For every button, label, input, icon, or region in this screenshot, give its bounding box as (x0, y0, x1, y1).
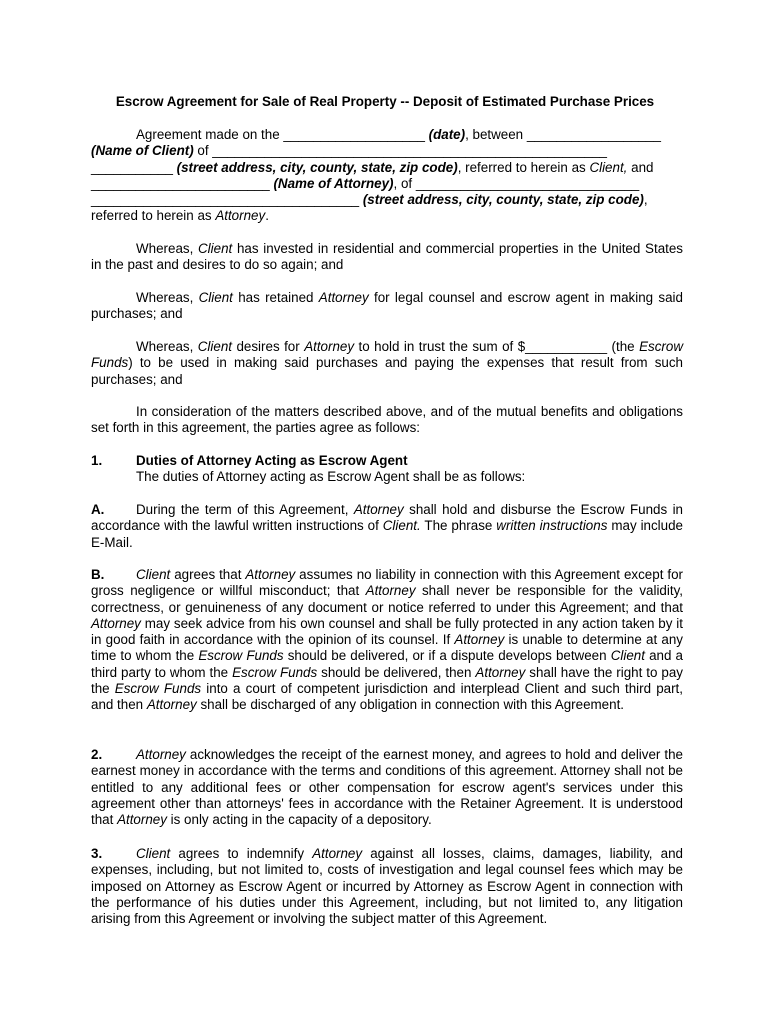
whereas-paragraph-1: Whereas, Client has invested in residential and commercial properties in the United States in the past and desires to do so again; and (91, 241, 683, 273)
paragraph-a: A. During the term of this Agreement, Attorney shall hold and disburse the Escrow Funds in accordance with the lawful written instructions of Client. The phrase written instructions may include E-Mail. (91, 502, 683, 550)
section-1-subheading: The duties of Attorney acting as Escrow Agent shall be as follows: (136, 469, 526, 485)
intro-paragraph: Agreement made on the ___________________ (date), between __________________ (Name of Client) of _____________________________________________________ ___________ (street address, city, county, state, zip code), referred to herein as Client, and ________________________ (Name of Attorney), of ______________________________ ____________________________________ (street address, city, county, state, zip code), referred to herein as Attorney. (91, 127, 661, 224)
date-placeholder: (date) (428, 127, 466, 142)
section-1-number: 1. (91, 453, 103, 468)
section-1-heading: Duties of Attorney Acting as Escrow Agent (136, 453, 408, 468)
attorney-address-placeholder: (street address, city, county, state, zip code) (362, 192, 644, 208)
paragraph-b: B. Client agrees that Attorney assumes no liability in connection with this Agreement except for gross negligence or willful misconduct; that Attorney shall never be responsible for the validity, correctness, or genuineness of any document or notice referred to under this Agreement; and that Attorney may seek advice from his own counsel and shall be fully protected in any action taken by it in good faith in accordance with the opinion of its counsel. If Attorney is unable to determine at any time to whom the Escrow Funds should be delivered, or if a dispute develops between Client and a third party to whom the Escrow Funds should be delivered, then Attorney shall have the right to pay the Escrow Funds into a court of competent jurisdiction and interplead Client and such third part, and then Attorney shall be discharged of any obligation in connection with this Agreement. (91, 567, 684, 713)
document-title: Escrow Agreement for Sale of Real Property -- Deposit of Estimated Purchase Prices (115, 94, 655, 109)
client-name-placeholder: (Name of Client) (91, 143, 194, 159)
consideration-paragraph: In consideration of the matters described above, and of the mutual benefits and obligations set forth in this agreement, the parties agree as follows: (91, 404, 683, 436)
section-3: 3. Client agrees to indemnify Attorney against all losses, claims, damages, liability, and expenses, including, but not limited to, costs of investigation and legal counsel fees which may be imposed on Attorney as Escrow Agent or incurred by Attorney as Escrow Agent in connection with the performance of his duties under this Agreement, including, but not limited to, any litigation arising from this Agreement or involving the subject matter of this Agreement. (91, 846, 683, 927)
section-1 (91, 453, 683, 486)
section-2: 2. Attorney acknowledges the receipt of the earnest money, and agrees to hold and deliver the earnest money in accordance with the terms and conditions of this agreement. Attorney shall not be entitled to any additional fees or other compensation for escrow agent's services under this agreement other than attorneys' fees in accordance with the Retainer Agreement. It is understood that Attorney is only acting in the capacity of a depository. (91, 747, 683, 828)
whereas-paragraph-3: Whereas, Client desires for Attorney to hold in trust the sum of $___________ (the Escrow Funds) to be used in making said purchases and paying the expenses that result from such purchases; and (91, 339, 683, 387)
client-address-placeholder: (street address, city, county, state, zip code) (176, 159, 458, 175)
attorney-name-placeholder: (Name of Attorney) (273, 175, 394, 191)
whereas-paragraph-2: Whereas, Client has retained Attorney for legal counsel and escrow agent in making said purchases; and (91, 290, 683, 322)
